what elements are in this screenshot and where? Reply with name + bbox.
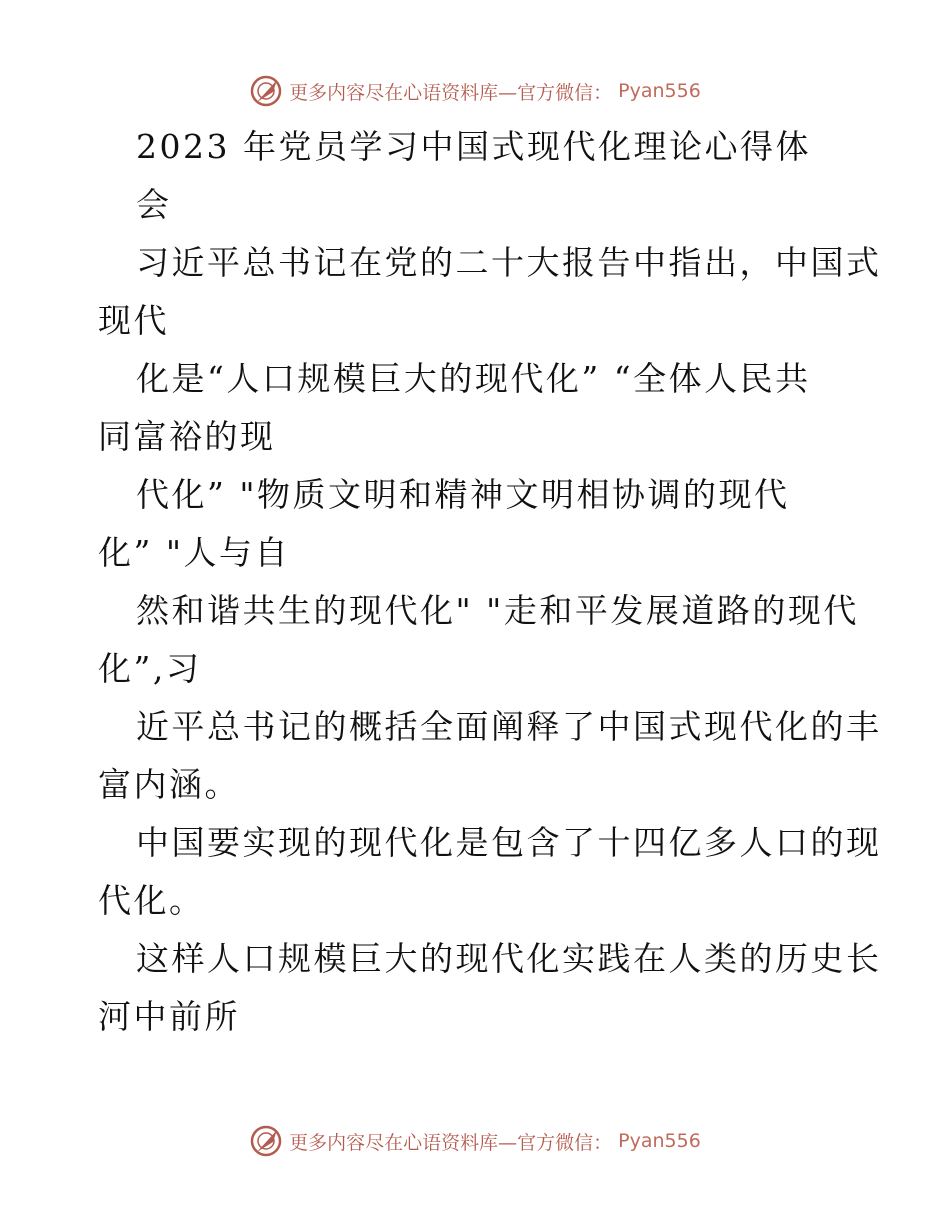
text-line: 化是“人口规模巨大的现代化” “全体人民共 bbox=[136, 359, 811, 398]
watermark-wechat-id: Pyan556 bbox=[618, 1130, 701, 1152]
watermark-text: 更多内容尽在心语资料库—官方微信： bbox=[289, 81, 613, 104]
text-line: 然和谐共生的现代化" "走和平发展道路的现代 bbox=[136, 591, 859, 630]
title-line-1: 2023 年党员学习中国式现代化理论心得体 bbox=[136, 127, 811, 166]
text-line: 代化。 bbox=[98, 881, 205, 920]
quill-logo-icon bbox=[249, 1124, 283, 1158]
text-line: 习近平总书记在党的二十大报告中指出，中国式 bbox=[136, 243, 882, 282]
text-line: 化”,习 bbox=[98, 649, 202, 688]
text-line: 代化” "物质文明和精神文明相协调的现代 bbox=[136, 475, 790, 514]
document-body bbox=[98, 118, 882, 1046]
title-line-2: 会 bbox=[136, 185, 172, 224]
watermark-text: 更多内容尽在心语资料库—官方微信： bbox=[289, 1131, 613, 1154]
text-line: 同富裕的现 bbox=[98, 417, 276, 456]
watermark-footer bbox=[0, 1124, 950, 1158]
watermark-wechat-id: Pyan556 bbox=[618, 80, 701, 102]
text-line: 化” "人与自 bbox=[98, 533, 291, 572]
text-line: 中国要实现的现代化是包含了十四亿多人口的现 bbox=[136, 823, 882, 862]
text-line: 河中前所 bbox=[98, 997, 240, 1036]
quill-logo-icon bbox=[249, 74, 283, 108]
text-line: 这样人口规模巨大的现代化实践在人类的历史长 bbox=[136, 939, 882, 978]
text-line: 现代 bbox=[98, 301, 169, 340]
text-line: 富内涵。 bbox=[98, 765, 240, 804]
text-line: 近平总书记的概括全面阐释了中国式现代化的丰 bbox=[136, 707, 882, 746]
watermark-header bbox=[0, 74, 950, 108]
